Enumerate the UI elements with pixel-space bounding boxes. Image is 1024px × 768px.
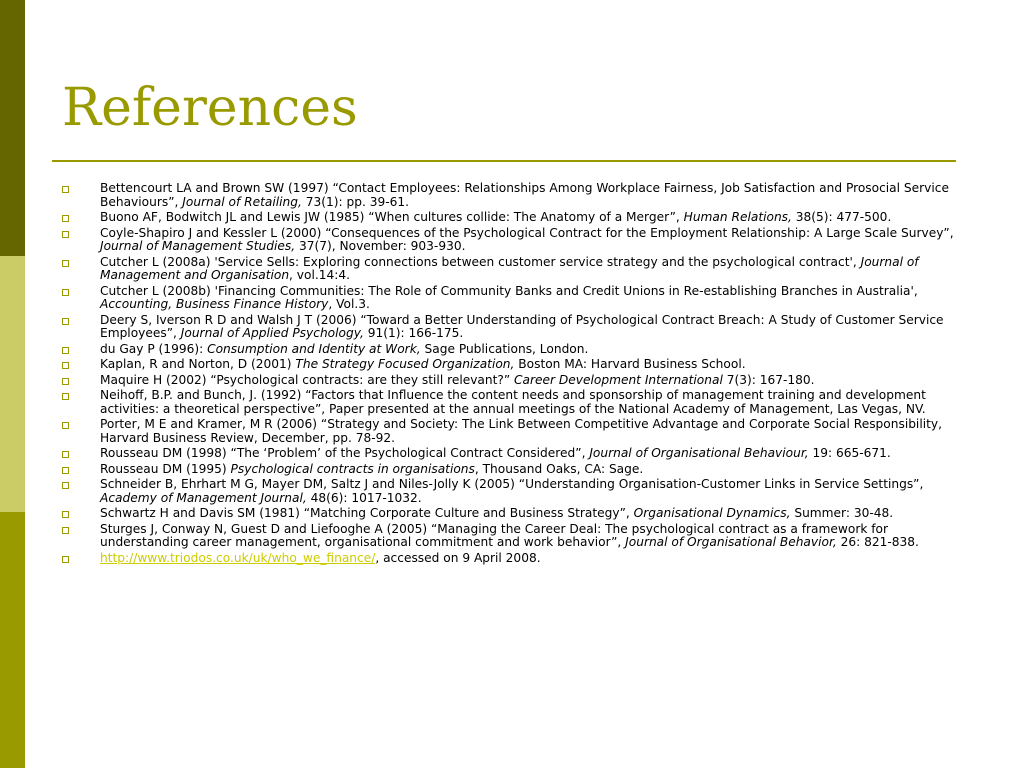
reference-source: Consumption and Identity at Work,	[207, 341, 421, 356]
reference-item	[62, 256, 972, 283]
reference-item	[62, 389, 972, 416]
reference-source: Journal of Management and Organisation	[100, 254, 919, 282]
reference-details: , accessed on 9 April 2008.	[375, 550, 541, 565]
square-bullet-icon	[62, 362, 69, 369]
square-bullet-icon	[62, 511, 69, 518]
title-divider	[52, 160, 956, 162]
reference-text: Kaplan, R and Norton, D (2001)	[100, 357, 296, 371]
reference-details: Sage Publications, London.	[420, 341, 589, 356]
reference-text: Cutcher L (2008b) 'Financing Communities: The Role of Community Banks and Credit Unions in Re-establishing Branches in Australia',	[100, 283, 918, 298]
reference-details: 38(5): 477-500.	[791, 210, 892, 224]
reference-details: 19: 665-671.	[808, 446, 891, 460]
square-bullet-icon	[62, 482, 69, 489]
reference-details: , vol.14:4.	[289, 268, 350, 282]
reference-item	[62, 343, 972, 357]
reference-item	[62, 227, 972, 254]
square-bullet-icon	[62, 347, 69, 354]
square-bullet-icon	[62, 378, 69, 385]
reference-source: Human Relations,	[683, 210, 792, 224]
reference-source: Career Development International	[514, 372, 723, 387]
reference-text: Coyle-Shapiro J and Kessler L (2000) “Consequences of the Psychological Contract for the Employment Relationship: A Large Scale Survey”,	[100, 225, 954, 240]
square-bullet-icon	[62, 215, 69, 222]
reference-list	[62, 182, 972, 567]
reference-source: Academy of Management Journal,	[100, 490, 307, 505]
reference-item	[62, 211, 972, 225]
reference-text: Schneider B, Ehrhart M G, Mayer DM, Saltz J and Niles-Jolly K (2005) “Understanding Organisation-Customer Links in Service Settings”,	[100, 477, 924, 491]
reference-text: Buono AF, Bodwitch JL and Lewis JW (1985) “When cultures collide: The Anatomy of a Merger”,	[100, 210, 684, 224]
reference-text: Sturges J, Conway N, Guest D and Liefooghe A (2005) “Managing the Career Deal: The psychological contract as a framework for understanding career management, organisational commitment and work behavior”,	[100, 521, 889, 549]
reference-details: Boston MA: Harvard Business School.	[514, 357, 746, 371]
reference-item	[62, 418, 972, 445]
reference-source: The Strategy Focused Organization,	[295, 357, 515, 371]
reference-source: Psychological contracts in organisations	[230, 461, 475, 476]
reference-details: 37(7), November: 903-930.	[295, 239, 466, 253]
reference-text: Neihoff, B.P. and Bunch, J. (1992) “Factors that Influence the content needs and sponsorship of management training and development activities: a theoretical perspective”, Paper presented at the annual meetings of the National Academy of Management, Las Vegas, NV.	[100, 388, 926, 416]
reference-text: Deery S, Iverson R D and Walsh J T (2006) “Toward a Better Understanding of Psychological Contract Breach: A Study of Customer Service Employees”,	[100, 312, 944, 340]
side-bar-top	[0, 0, 25, 256]
reference-source: Journal of Organisational Behavior,	[625, 535, 837, 549]
reference-item	[62, 507, 972, 521]
reference-text: Rousseau DM (1995)	[100, 461, 231, 476]
reference-source: Accounting, Business Finance History	[100, 297, 329, 311]
square-bullet-icon	[62, 393, 69, 400]
reference-details: 73(1): pp. 39-61.	[301, 194, 409, 209]
reference-details: 91(1): 166-175.	[363, 326, 464, 340]
side-bar-middle	[0, 256, 25, 512]
square-bullet-icon	[62, 260, 69, 267]
side-bar-bottom	[0, 512, 25, 768]
reference-details: 26: 821-838.	[836, 535, 919, 549]
square-bullet-icon	[62, 186, 69, 193]
square-bullet-icon	[62, 422, 69, 429]
reference-text: Rousseau DM (1998) “The ‘Problem’ of the Psychological Contract Considered”,	[100, 446, 590, 460]
reference-item	[62, 358, 972, 372]
reference-details: Summer: 30-48.	[790, 506, 894, 520]
reference-text: Cutcher L (2008a) 'Service Sells: Exploring connections between customer service strategy and the psychological contract',	[100, 254, 861, 269]
square-bullet-icon	[62, 231, 69, 238]
reference-details: 48(6): 1017-1032.	[306, 490, 422, 505]
reference-source: Journal of Retailing,	[182, 194, 302, 209]
reference-source: Organisational Dynamics,	[633, 506, 791, 520]
reference-item	[62, 447, 972, 461]
reference-source: Journal of Management Studies,	[100, 239, 296, 253]
reference-details: , Vol.3.	[328, 297, 370, 311]
reference-item	[62, 478, 972, 505]
square-bullet-icon	[62, 318, 69, 325]
reference-item-link	[62, 552, 972, 566]
reference-item	[62, 374, 972, 388]
reference-details: , Thousand Oaks, CA: Sage.	[474, 461, 644, 476]
square-bullet-icon	[62, 527, 69, 534]
reference-text: Maquire H (2002) “Psychological contracts: are they still relevant?”	[100, 372, 515, 387]
square-bullet-icon	[62, 556, 69, 563]
reference-item	[62, 523, 972, 550]
reference-item	[62, 463, 972, 477]
reference-source: Journal of Organisational Behaviour,	[589, 446, 809, 460]
reference-item	[62, 314, 972, 341]
reference-text: Schwartz H and Davis SM (1981) “Matching Corporate Culture and Business Strategy”,	[100, 506, 634, 520]
triodos-link[interactable]: http://www.triodos.co.uk/uk/who_we_finance/	[100, 550, 376, 565]
square-bullet-icon	[62, 451, 69, 458]
reference-text: Bettencourt LA and Brown SW (1997) “Contact Employees: Relationships Among Workplace Fairness, Job Satisfaction and Prosocial Service Behaviours”,	[100, 181, 949, 209]
reference-source: Journal of Applied Psychology,	[180, 326, 364, 340]
slide-title: References	[62, 78, 358, 138]
reference-details: 7(3): 167-180.	[722, 372, 815, 387]
reference-item	[62, 285, 972, 312]
reference-item	[62, 182, 972, 209]
square-bullet-icon	[62, 289, 69, 296]
reference-text: Porter, M E and Kramer, M R (2006) “Strategy and Society: The Link Between Competitive Advantage and Corporate Social Responsibility, Harvard Business Review, December, pp. 78-92.	[100, 417, 942, 445]
reference-text: du Gay P (1996):	[100, 341, 208, 356]
square-bullet-icon	[62, 467, 69, 474]
